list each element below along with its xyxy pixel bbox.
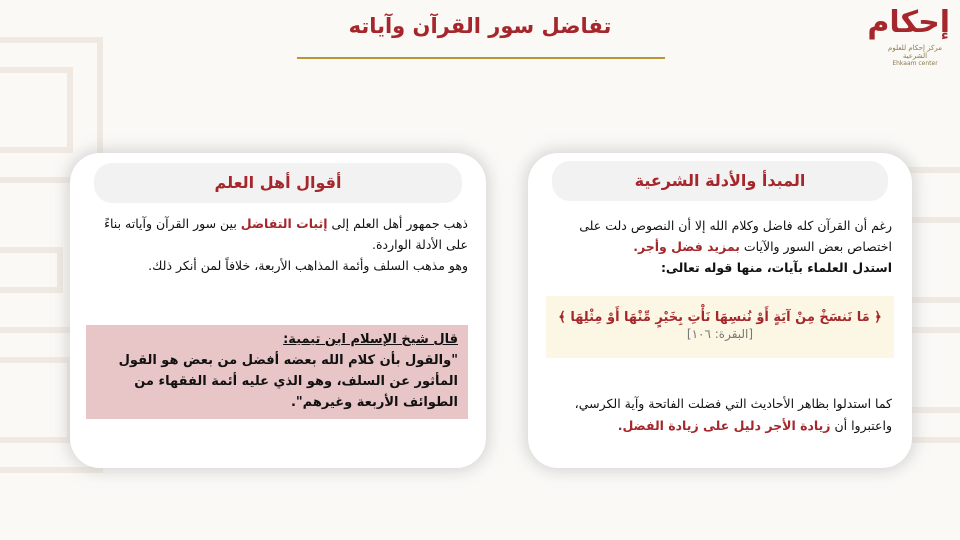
scholars-heading: أقوال أهل العلم [94, 163, 462, 203]
principles-text: رغم أن القرآن كله فاضل وكلام الله إلا أن النصوص دلت على اختصاص بعض السور والآيات [579, 218, 892, 254]
hadith-paragraph [544, 393, 892, 437]
logo [867, 5, 950, 72]
verse-reference: [البقرة: ١٠٦] [686, 327, 754, 341]
ibn-taymiyyah-quote-box [86, 325, 468, 419]
logo-wordmark: إحكام [867, 5, 950, 40]
slide-title: تفاضل سور القرآن وآياته [348, 14, 612, 38]
quote-heading: قال شيخ الإسلام ابن تيمية: [283, 332, 458, 347]
verse-box [546, 296, 894, 358]
scholars-text-c: وهو مذهب السلف وأئمة المذاهب الأربعة، خلافاً لمن أنكر ذلك. [148, 258, 468, 273]
principles-card [528, 153, 912, 468]
quran-verse: ﴿ مَا نَنسَخْ مِنْ آيَةٍ أَوْ نُنسِهَا نَأْتِ بِخَيْرٍ مِّنْهَا أَوْ مِثْلِهَا ﴾ [558, 310, 882, 325]
scholars-paragraph [90, 213, 468, 276]
logo-subtitle: مركز إحكام للعلوم الشرعية [888, 44, 942, 60]
principles-heading: المبدأ والأدلة الشرعية [552, 161, 888, 201]
logo-english: Ehkaam center [892, 60, 938, 67]
scholars-text-a: ذهب جمهور أهل العلم إلى [327, 216, 468, 231]
hadith-text: كما استدلوا بظاهر الأحاديث التي فضلت الفاتحة وآية الكرسي، واعتبروا أن [574, 396, 892, 433]
principles-paragraph [544, 215, 892, 278]
quote-body: "والقول بأن كلام الله بعضه أفضل من بعض هو القول المأثور عن السلف، وهو الذي عليه أئمة الفقهاء من الطوائف الأربعة وغيرهم". [118, 353, 458, 410]
hadith-highlight: زيادة الأجر دليل على زيادة الفضل. [617, 418, 831, 433]
principles-highlight: بمزيد فضل وأجر. [633, 239, 740, 254]
title-underline [297, 57, 665, 59]
scholars-highlight: إثبات التفاضل [240, 216, 328, 231]
scholars-card [70, 153, 486, 468]
scholars-text-b: بين سور القرآن وآياته بناءً على الأدلة الواردة. [104, 216, 468, 252]
principles-evidence-intro: استدل العلماء بآيات، منها قوله تعالى: [660, 260, 892, 275]
